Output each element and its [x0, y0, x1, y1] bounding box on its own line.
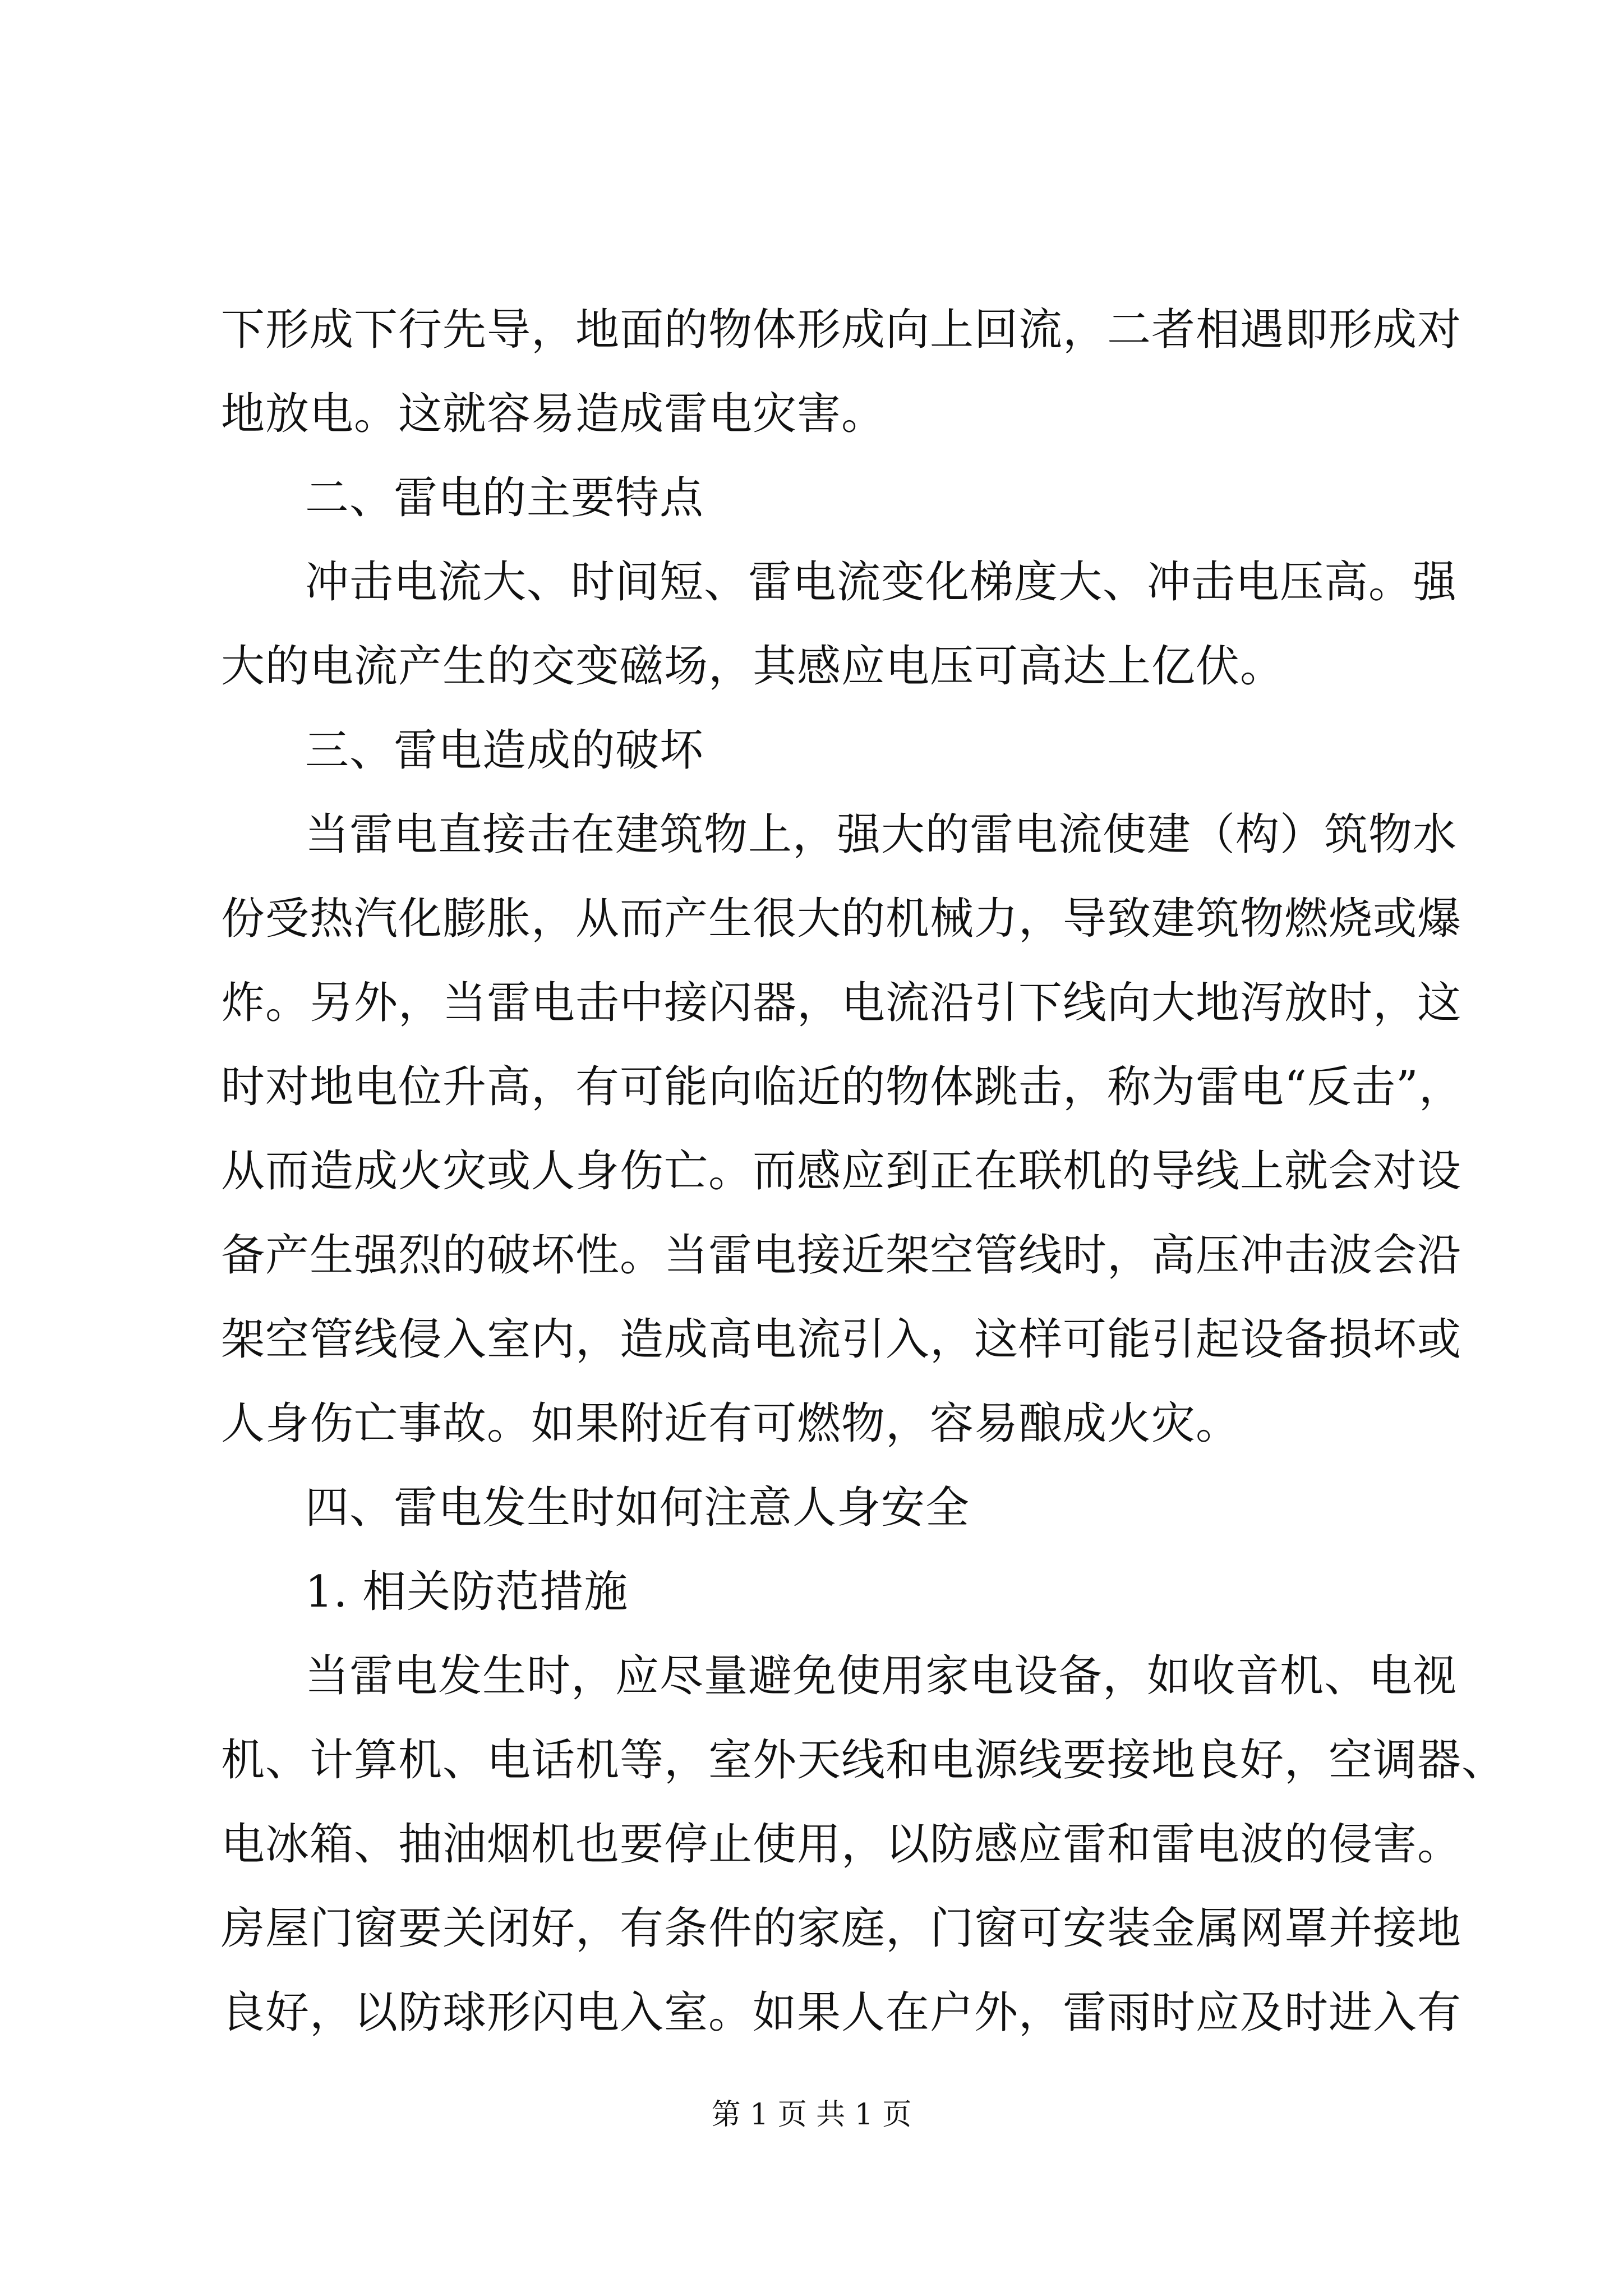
text-line: 架空管线侵入室内，造成高电流引入，这样可能引起设备损坏或 [221, 1314, 1462, 1365]
text-line: 机、计算机、电话机等，室外天线和电源线要接地良好，空调器、 [221, 1735, 1506, 1786]
text-line: 地放电。这就容易造成雷电灾害。 [221, 389, 886, 439]
text-line: 良好，以防球形闪电入室。如果人在户外，雷雨时应及时进入有 [221, 1987, 1462, 2038]
text-line: 时对地电位升高，有可能向临近的物体跳击，称为雷电“反击”， [221, 1062, 1463, 1112]
page-number-footer: 第 1 页 共 1 页 [711, 2098, 912, 2132]
section-heading: 四、雷电发生时如何注意人身安全 [305, 1483, 970, 1533]
text-line: 当雷电直接击在建筑物上，强大的雷电流使建（构）筑物水 [305, 809, 1458, 860]
text-line: 从而造成火灾或人身伤亡。而感应到正在联机的导线上就会对设 [221, 1146, 1462, 1197]
text-line: 当雷电发生时，应尽量避免使用家电设备，如收音机、电视 [305, 1651, 1458, 1701]
text-line: 人身伤亡事故。如果附近有可燃物，容易酿成火灾。 [221, 1398, 1241, 1449]
subsection-heading: 1. 相关防范措施 [305, 1567, 629, 1617]
section-heading: 二、雷电的主要特点 [305, 473, 704, 523]
text-line: 大的电流产生的交变磁场，其感应电压可高达上亿伏。 [221, 641, 1285, 692]
text-line: 冲击电流大、时间短、雷电流变化梯度大、冲击电压高。强 [305, 557, 1458, 608]
text-line: 房屋门窗要关闭好，有条件的家庭，门窗可安装金属网罩并接地 [221, 1903, 1462, 1954]
text-line: 份受热汽化膨胀，从而产生很大的机械力，导致建筑物燃烧或爆 [221, 894, 1462, 944]
text-line: 备产生强烈的破坏性。当雷电接近架空管线时，高压冲击波会沿 [221, 1230, 1462, 1281]
section-heading: 三、雷电造成的破坏 [305, 725, 704, 776]
text-line: 炸。另外，当雷电击中接闪器，电流沿引下线向大地泻放时，这 [221, 978, 1462, 1028]
text-line: 电冰箱、抽油烟机也要停止使用，以防感应雷和雷电波的侵害。 [221, 1819, 1462, 1870]
text-line: 下形成下行先导，地面的物体形成向上回流，二者相遇即形成对 [221, 305, 1462, 355]
